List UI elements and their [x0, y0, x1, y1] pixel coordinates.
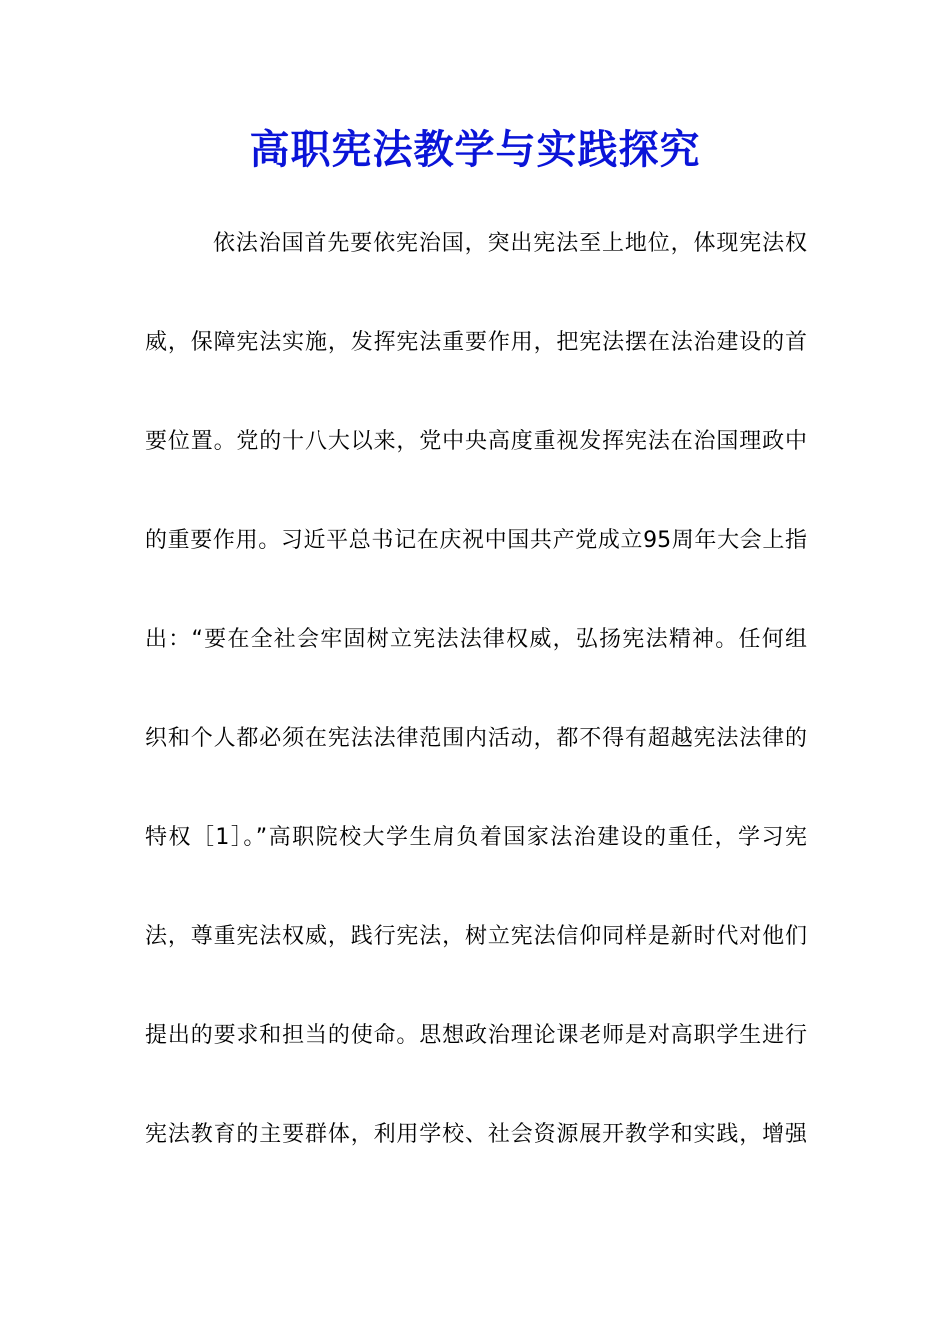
paragraph-line: 宪法教育的主要群体，利用学校、社会资源展开教学和实践，增强	[145, 1122, 807, 1147]
paragraph-line: 的重要作用。习近平总书记在庆祝中国共产党成立95周年大会上指	[145, 528, 807, 553]
paragraph-line: 出：“要在全社会牢固树立宪法法律权威，弘扬宪法精神。任何组	[145, 627, 807, 652]
document-title: 高职宪法教学与实践探究	[249, 126, 701, 173]
paragraph-line: 要位置。党的十八大以来，党中央高度重视发挥宪法在治国理政中	[145, 429, 807, 454]
paragraph-line: 织和个人都必须在宪法法律范围内活动，都不得有超越宪法法律的	[145, 726, 807, 751]
paragraph-line: 提出的要求和担当的使命。思想政治理论课老师是对高职学生进行	[145, 1023, 807, 1048]
paragraph-line: 特权［1］。”高职院校大学生肩负着国家法治建设的重任，学习宪	[145, 825, 807, 850]
paragraph-line: 法，尊重宪法权威，践行宪法，树立宪法信仰同样是新时代对他们	[145, 924, 807, 949]
paragraph-line: 依法治国首先要依宪治国，突出宪法至上地位，体现宪法权	[213, 231, 807, 256]
paragraph-line: 威，保障宪法实施，发挥宪法重要作用，把宪法摆在法治建设的首	[145, 330, 807, 355]
